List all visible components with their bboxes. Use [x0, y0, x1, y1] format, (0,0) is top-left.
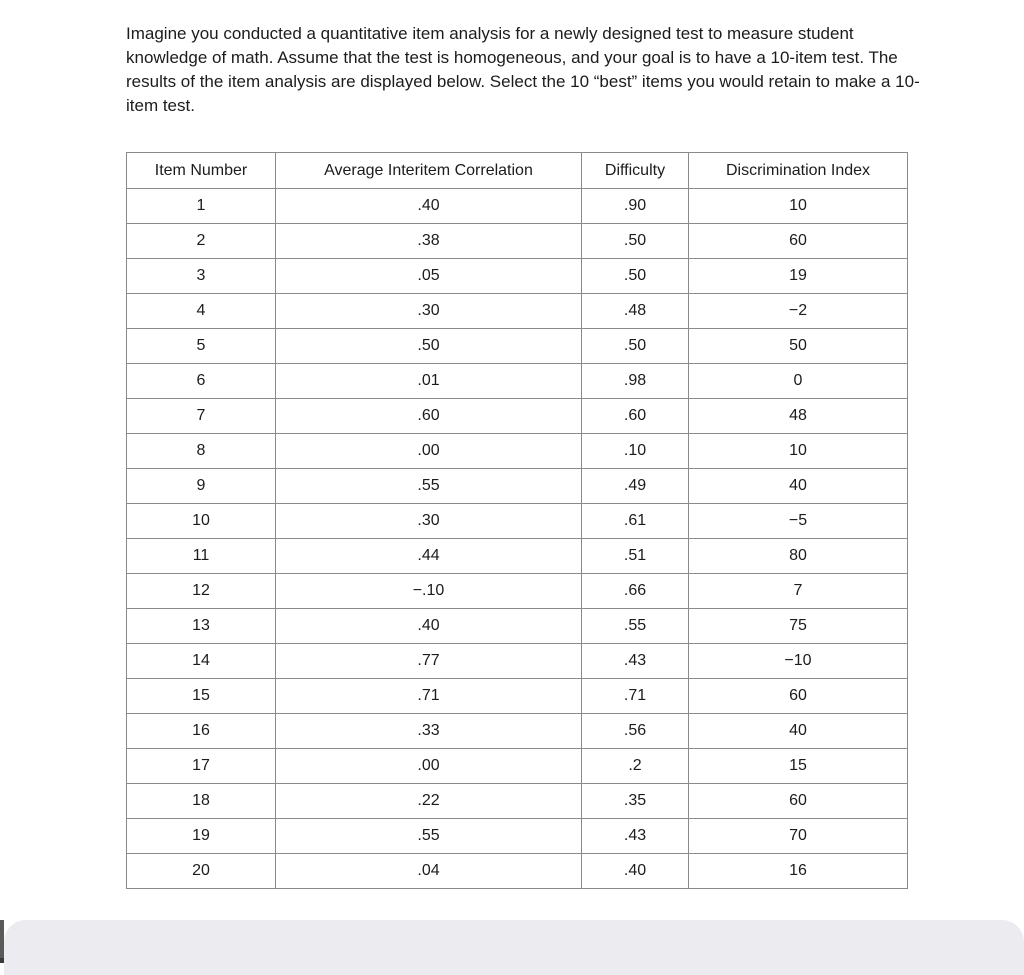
table-row: [127, 644, 908, 679]
cell-interitem-correlation: .71: [276, 679, 582, 714]
cell-interitem-correlation: .30: [276, 504, 582, 539]
cell-difficulty: .60: [582, 399, 689, 434]
table-row: [127, 469, 908, 504]
cell-difficulty: .61: [582, 504, 689, 539]
cell-discrimination-index: 0: [689, 364, 908, 399]
cell-interitem-correlation: .40: [276, 609, 582, 644]
cell-discrimination-index: 75: [689, 609, 908, 644]
cell-item-number: 9: [127, 469, 276, 504]
table-row: [127, 224, 908, 259]
cell-discrimination-index: 70: [689, 819, 908, 854]
cell-item-number: 3: [127, 259, 276, 294]
table-row: [127, 784, 908, 819]
cell-discrimination-index: 40: [689, 714, 908, 749]
cell-item-number: 7: [127, 399, 276, 434]
table-row: [127, 329, 908, 364]
table-row: [127, 294, 908, 329]
cell-interitem-correlation: .77: [276, 644, 582, 679]
cell-interitem-correlation: .60: [276, 399, 582, 434]
cell-discrimination-index: 80: [689, 539, 908, 574]
cell-discrimination-index: 48: [689, 399, 908, 434]
header-difficulty: Difficulty: [582, 153, 689, 189]
cell-item-number: 14: [127, 644, 276, 679]
cell-interitem-correlation: .00: [276, 434, 582, 469]
cell-difficulty: .40: [582, 854, 689, 889]
cell-difficulty: .50: [582, 224, 689, 259]
cell-discrimination-index: −5: [689, 504, 908, 539]
cell-item-number: 16: [127, 714, 276, 749]
header-discrimination-index: Discrimination Index: [689, 153, 908, 189]
table-row: [127, 714, 908, 749]
cell-interitem-correlation: .04: [276, 854, 582, 889]
table-row: [127, 259, 908, 294]
cell-discrimination-index: 7: [689, 574, 908, 609]
cell-interitem-correlation: .01: [276, 364, 582, 399]
cell-interitem-correlation: .38: [276, 224, 582, 259]
cell-discrimination-index: −2: [689, 294, 908, 329]
cell-difficulty: .48: [582, 294, 689, 329]
cell-difficulty: .56: [582, 714, 689, 749]
cell-discrimination-index: 60: [689, 224, 908, 259]
cell-item-number: 6: [127, 364, 276, 399]
cell-interitem-correlation: −.10: [276, 574, 582, 609]
table-row: [127, 749, 908, 784]
cell-difficulty: .49: [582, 469, 689, 504]
cell-item-number: 1: [127, 189, 276, 224]
cell-item-number: 2: [127, 224, 276, 259]
cell-interitem-correlation: .55: [276, 469, 582, 504]
cell-item-number: 4: [127, 294, 276, 329]
table-row: [127, 539, 908, 574]
cell-discrimination-index: 60: [689, 784, 908, 819]
cell-discrimination-index: 19: [689, 259, 908, 294]
cell-difficulty: .90: [582, 189, 689, 224]
cell-difficulty: .50: [582, 329, 689, 364]
cell-difficulty: .10: [582, 434, 689, 469]
cell-item-number: 17: [127, 749, 276, 784]
cell-difficulty: .43: [582, 644, 689, 679]
cell-item-number: 15: [127, 679, 276, 714]
table-header-row: [127, 153, 908, 189]
table-row: [127, 574, 908, 609]
cell-discrimination-index: 60: [689, 679, 908, 714]
cell-discrimination-index: 10: [689, 189, 908, 224]
cell-item-number: 11: [127, 539, 276, 574]
cell-difficulty: .43: [582, 819, 689, 854]
cell-item-number: 10: [127, 504, 276, 539]
bottom-panel: [4, 920, 1024, 975]
cell-discrimination-index: 10: [689, 434, 908, 469]
item-analysis-table: [126, 152, 908, 889]
table-row: [127, 399, 908, 434]
cell-difficulty: .66: [582, 574, 689, 609]
cell-difficulty: .35: [582, 784, 689, 819]
cell-discrimination-index: 15: [689, 749, 908, 784]
cell-difficulty: .2: [582, 749, 689, 784]
table-row: [127, 504, 908, 539]
cell-item-number: 18: [127, 784, 276, 819]
table-row: [127, 679, 908, 714]
cell-difficulty: .51: [582, 539, 689, 574]
cell-difficulty: .55: [582, 609, 689, 644]
question-prompt: Imagine you conducted a quantitative item analysis for a newly designed test to measure student knowledge of math. Assume that the test is homogeneous, and your goal is to have a 10-item test. The results of the item analysis are displayed below. Select the 10 “best” items you would retain to make a 10-item test.: [126, 24, 920, 115]
cell-item-number: 13: [127, 609, 276, 644]
cell-interitem-correlation: .00: [276, 749, 582, 784]
cell-discrimination-index: −10: [689, 644, 908, 679]
header-item-number: Item Number: [127, 153, 276, 189]
table-row: [127, 364, 908, 399]
cell-difficulty: .98: [582, 364, 689, 399]
table-row: [127, 609, 908, 644]
table-row: [127, 819, 908, 854]
cell-interitem-correlation: .40: [276, 189, 582, 224]
cell-discrimination-index: 40: [689, 469, 908, 504]
cell-interitem-correlation: .33: [276, 714, 582, 749]
cell-item-number: 20: [127, 854, 276, 889]
cell-interitem-correlation: .50: [276, 329, 582, 364]
cell-interitem-correlation: .22: [276, 784, 582, 819]
table-row: [127, 189, 908, 224]
cell-interitem-correlation: .55: [276, 819, 582, 854]
cell-difficulty: .50: [582, 259, 689, 294]
table-row: [127, 434, 908, 469]
cell-item-number: 8: [127, 434, 276, 469]
cell-discrimination-index: 50: [689, 329, 908, 364]
cell-interitem-correlation: .30: [276, 294, 582, 329]
cell-item-number: 5: [127, 329, 276, 364]
cell-discrimination-index: 16: [689, 854, 908, 889]
table-body: [127, 189, 908, 889]
cell-item-number: 12: [127, 574, 276, 609]
cell-interitem-correlation: .44: [276, 539, 582, 574]
cell-difficulty: .71: [582, 679, 689, 714]
cell-interitem-correlation: .05: [276, 259, 582, 294]
header-average-interitem-correlation: Average Interitem Correlation: [276, 153, 582, 189]
cell-item-number: 19: [127, 819, 276, 854]
table-row: [127, 854, 908, 889]
